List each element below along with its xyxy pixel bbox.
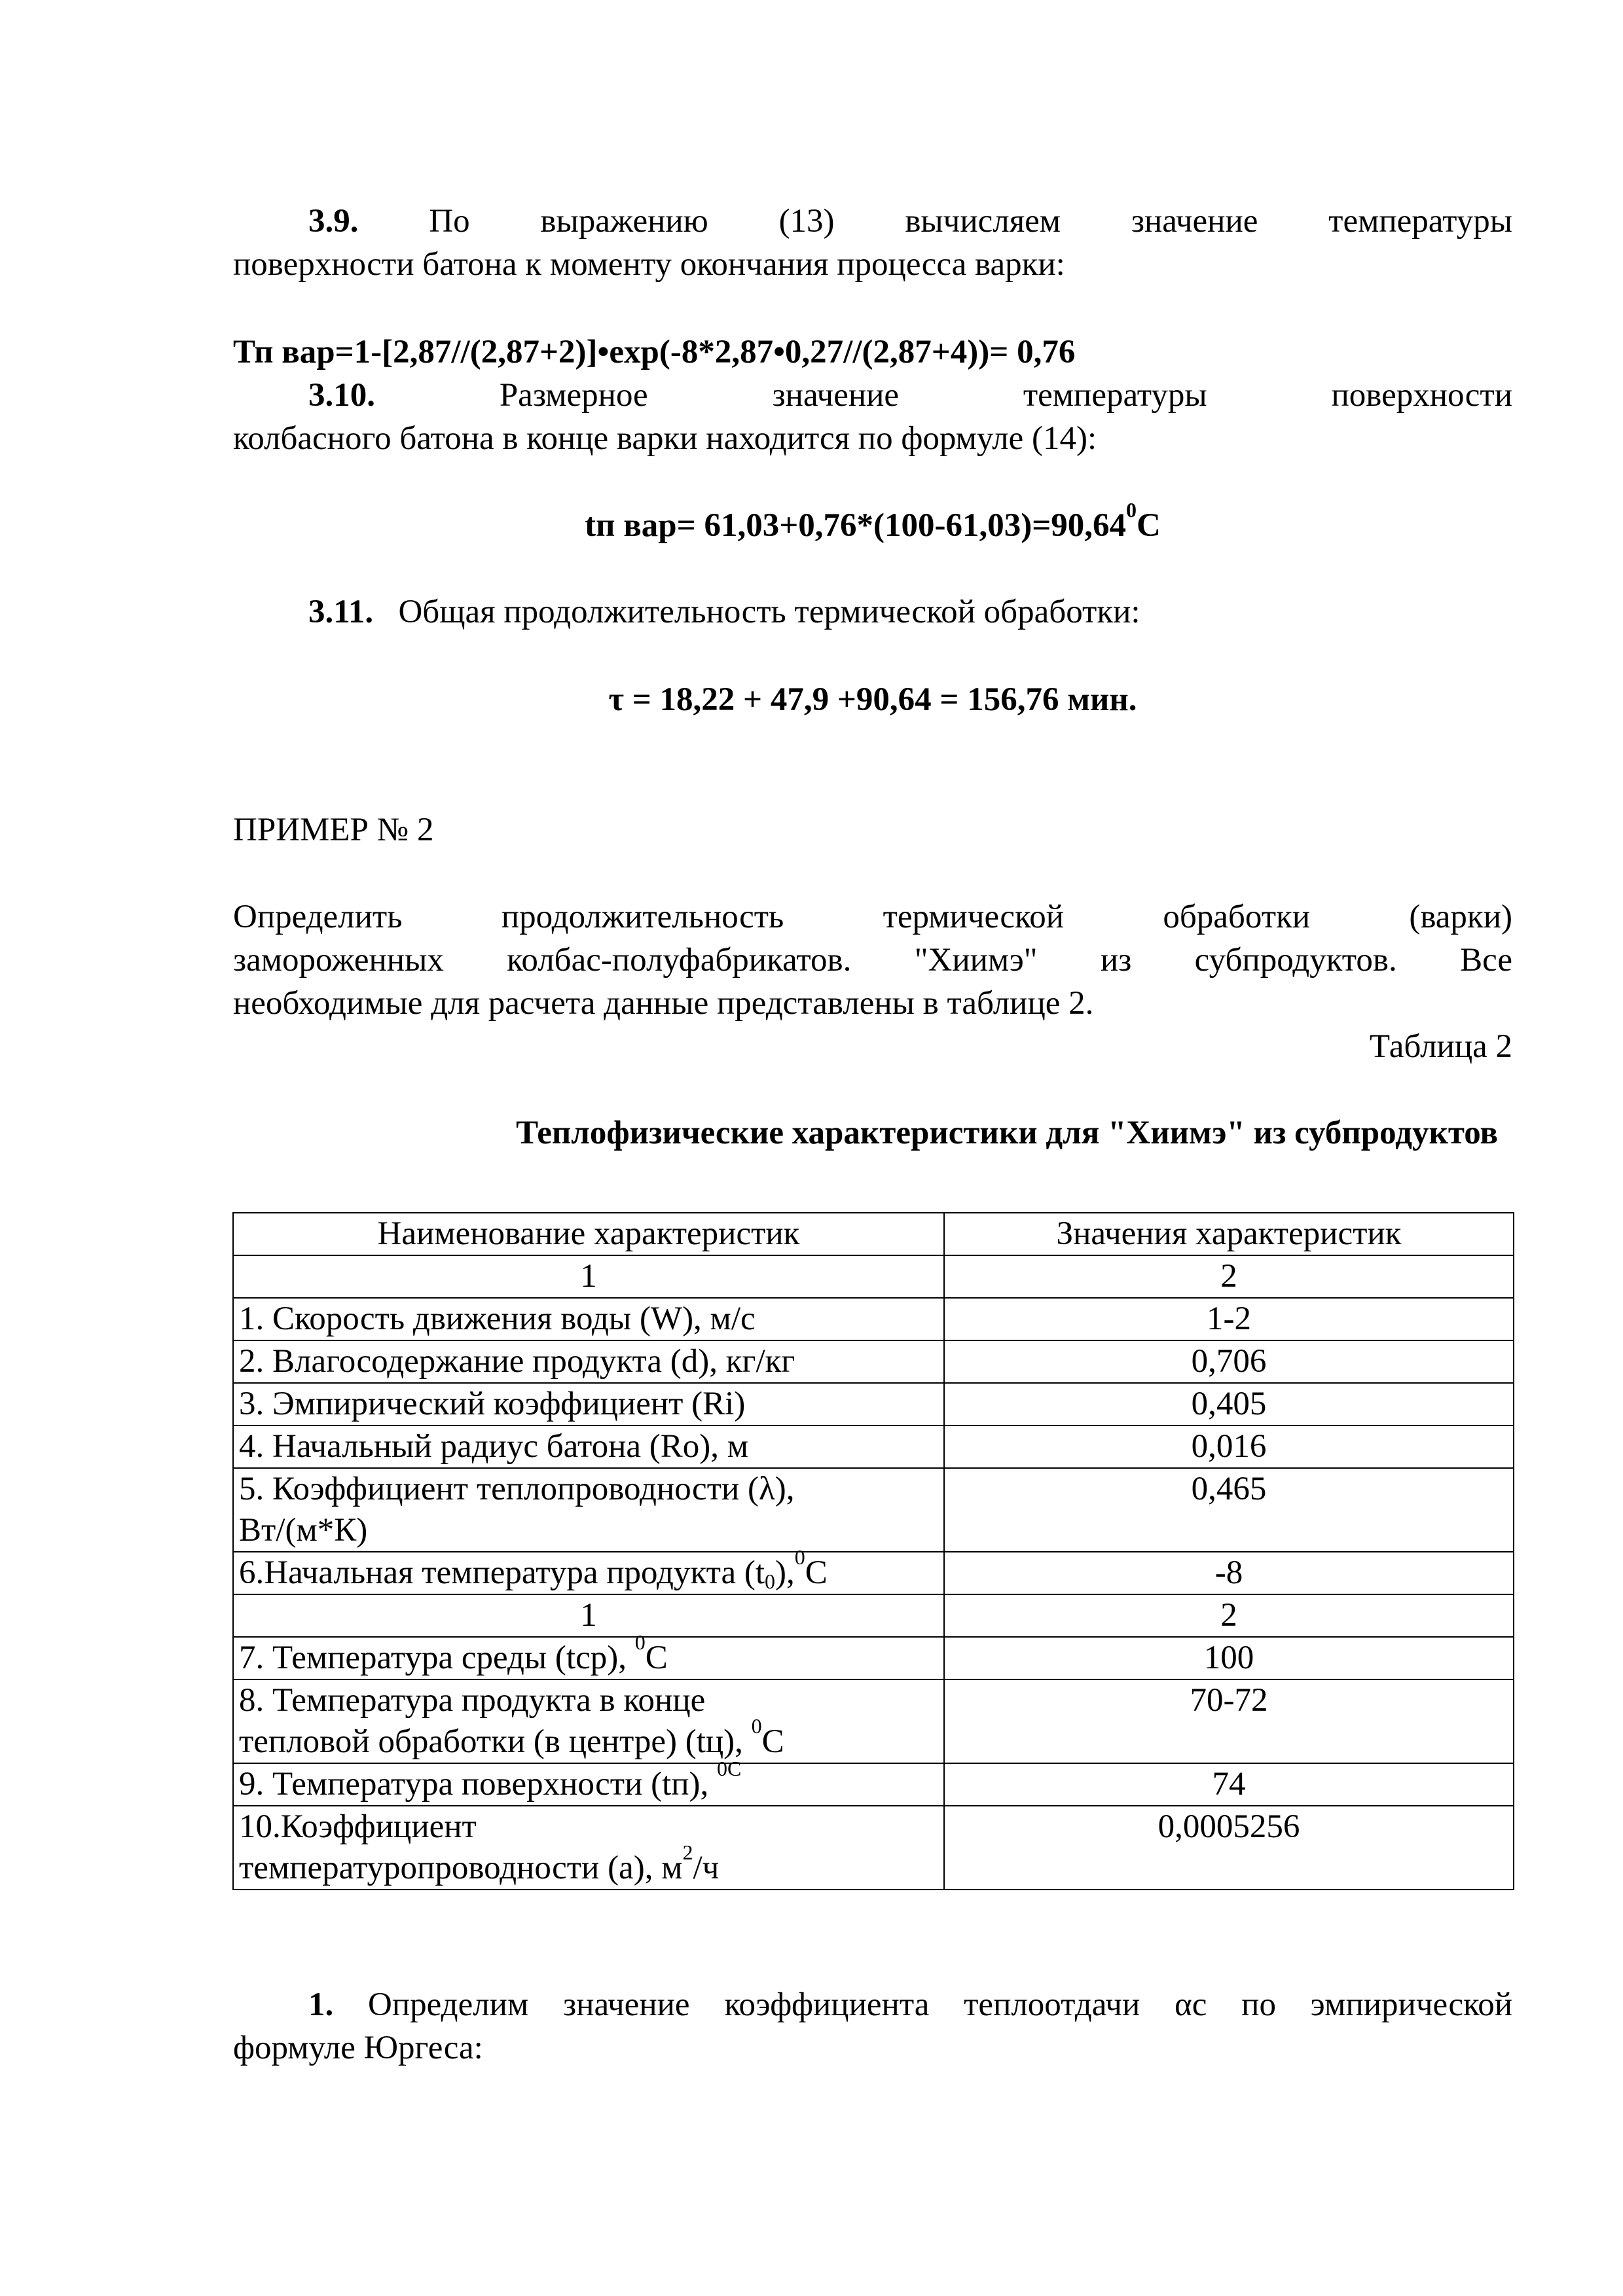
- table-row: [233, 1340, 1514, 1383]
- characteristic-value: 0,706: [944, 1340, 1514, 1383]
- paragraph-1-line-1: [233, 1983, 1512, 2026]
- table-row: [233, 1468, 1514, 1552]
- characteristic-value: 100: [944, 1637, 1514, 1679]
- paragraph-3-11: [233, 590, 1512, 634]
- table-header-row: [233, 1213, 1514, 1255]
- table-row: [233, 1637, 1514, 1679]
- section-number: 3.10.: [308, 377, 375, 414]
- characteristic-name: 6.Начальная температура продукта $(t_0),^0С$: [233, 1552, 944, 1594]
- characteristic-name: 10.Коэффициент температуропроводности (а), $м^2/ч$: [233, 1806, 944, 1890]
- section-number: 3.9.: [308, 203, 359, 240]
- characteristic-name: 9. Температура поверхности (tп), $^{0С}$: [233, 1763, 944, 1806]
- paragraph-3-10-line-2: колбасного батона в конце варки находится по формуле (14):: [233, 420, 1097, 457]
- section-number: 3.11.: [308, 594, 374, 630]
- characteristics-table: [232, 1212, 1514, 1890]
- formula-surface-temperature: Тп вар=1-[2,87//(2,87+2)]•exp(-8*2,87•0,27//(2,87+4))= 0,76: [233, 334, 1076, 370]
- task-line-3: необходимые для расчета данные представлены в таблице 2.: [233, 985, 1094, 1022]
- characteristic-name: 2. Влагосодержание продукта (d), кг/кг: [233, 1340, 944, 1383]
- characteristic-name: 5. Коэффициент теплопроводности (λ), Вт/(м*К): [233, 1468, 944, 1552]
- characteristic-value: 70-72: [944, 1679, 1514, 1763]
- characteristic-name: 1. Скорость движения воды (W), м/с: [233, 1298, 944, 1340]
- header-cell-name: Наименование характеристик: [233, 1213, 944, 1255]
- header-cell-value: Значения характеристик: [944, 1213, 1514, 1255]
- characteristic-value: 0,0005256: [944, 1806, 1514, 1890]
- paragraph-text: Размерное значение температуры поверхности: [499, 377, 1512, 414]
- formula-total-duration: τ = 18,22 + 47,9 +90,64 = 156,76 мин.: [608, 681, 1137, 718]
- paragraph-3-9-line-2: поверхности батона к моменту окончания процесса варки:: [233, 246, 1065, 283]
- characteristic-name: 4. Начальный радиус батона (Ro), м: [233, 1426, 944, 1468]
- table-row: [233, 1426, 1514, 1468]
- table-row: [233, 1763, 1514, 1806]
- column-number-cell: 2: [944, 1594, 1514, 1637]
- table-row: [233, 1298, 1514, 1340]
- example-title: ПРИМЕР № 2: [233, 812, 434, 848]
- paragraph-3-9-line-1: [233, 200, 1512, 243]
- characteristic-name: 8. Температура продукта в конце тепловой обработки (в центре) (tц), $^0$С: [233, 1679, 944, 1763]
- characteristic-value: 0,016: [944, 1426, 1514, 1468]
- table-column-numbers-row: [233, 1255, 1514, 1298]
- characteristic-value: 0,465: [944, 1468, 1514, 1552]
- table-column-numbers-row: [233, 1594, 1514, 1637]
- paragraph-3-10-line-1: [233, 374, 1512, 417]
- table-row: [233, 1679, 1514, 1763]
- task-line-1: Определить продолжительность термической обработки (варки): [233, 899, 1512, 935]
- paragraph-1-line-2: формуле Юргеса:: [233, 2030, 483, 2066]
- paragraph-text: По выражению (13) вычисляем значение температуры: [429, 203, 1513, 240]
- characteristic-name: 7. Температура среды (tср), $^0$С: [233, 1637, 944, 1679]
- paragraph-text: Общая продолжительность термической обработки:: [398, 594, 1140, 630]
- column-number-cell: 1: [233, 1594, 944, 1637]
- table-row: [233, 1552, 1514, 1594]
- paragraph-text: Определим значение коэффициента теплоотдачи αс по эмпирической: [368, 1986, 1512, 2023]
- table-row: [233, 1383, 1514, 1426]
- characteristic-name: 3. Эмпирический коэффициент (Ri): [233, 1383, 944, 1426]
- formula-dimensional-temperature: tп $вар= 61,03+0,76*(100-61,03)=90,64^0С$: [585, 498, 1161, 544]
- column-number-cell: 1: [233, 1255, 944, 1298]
- table-row: [233, 1806, 1514, 1890]
- column-number-cell: 2: [944, 1255, 1514, 1298]
- characteristic-value: 1-2: [944, 1298, 1514, 1340]
- table-title: Теплофизические характеристики для "Хиимэ" из субпродуктов: [516, 1115, 1498, 1151]
- characteristic-value: 74: [944, 1763, 1514, 1806]
- task-line-2: замороженных колбас-полуфабрикатов. "Хиимэ" из субпродуктов. Все: [233, 942, 1512, 978]
- table-label: Таблица 2: [1369, 1028, 1512, 1065]
- section-number: 1.: [308, 1986, 334, 2023]
- characteristic-value: 0,405: [944, 1383, 1514, 1426]
- characteristic-value: -8: [944, 1552, 1514, 1594]
